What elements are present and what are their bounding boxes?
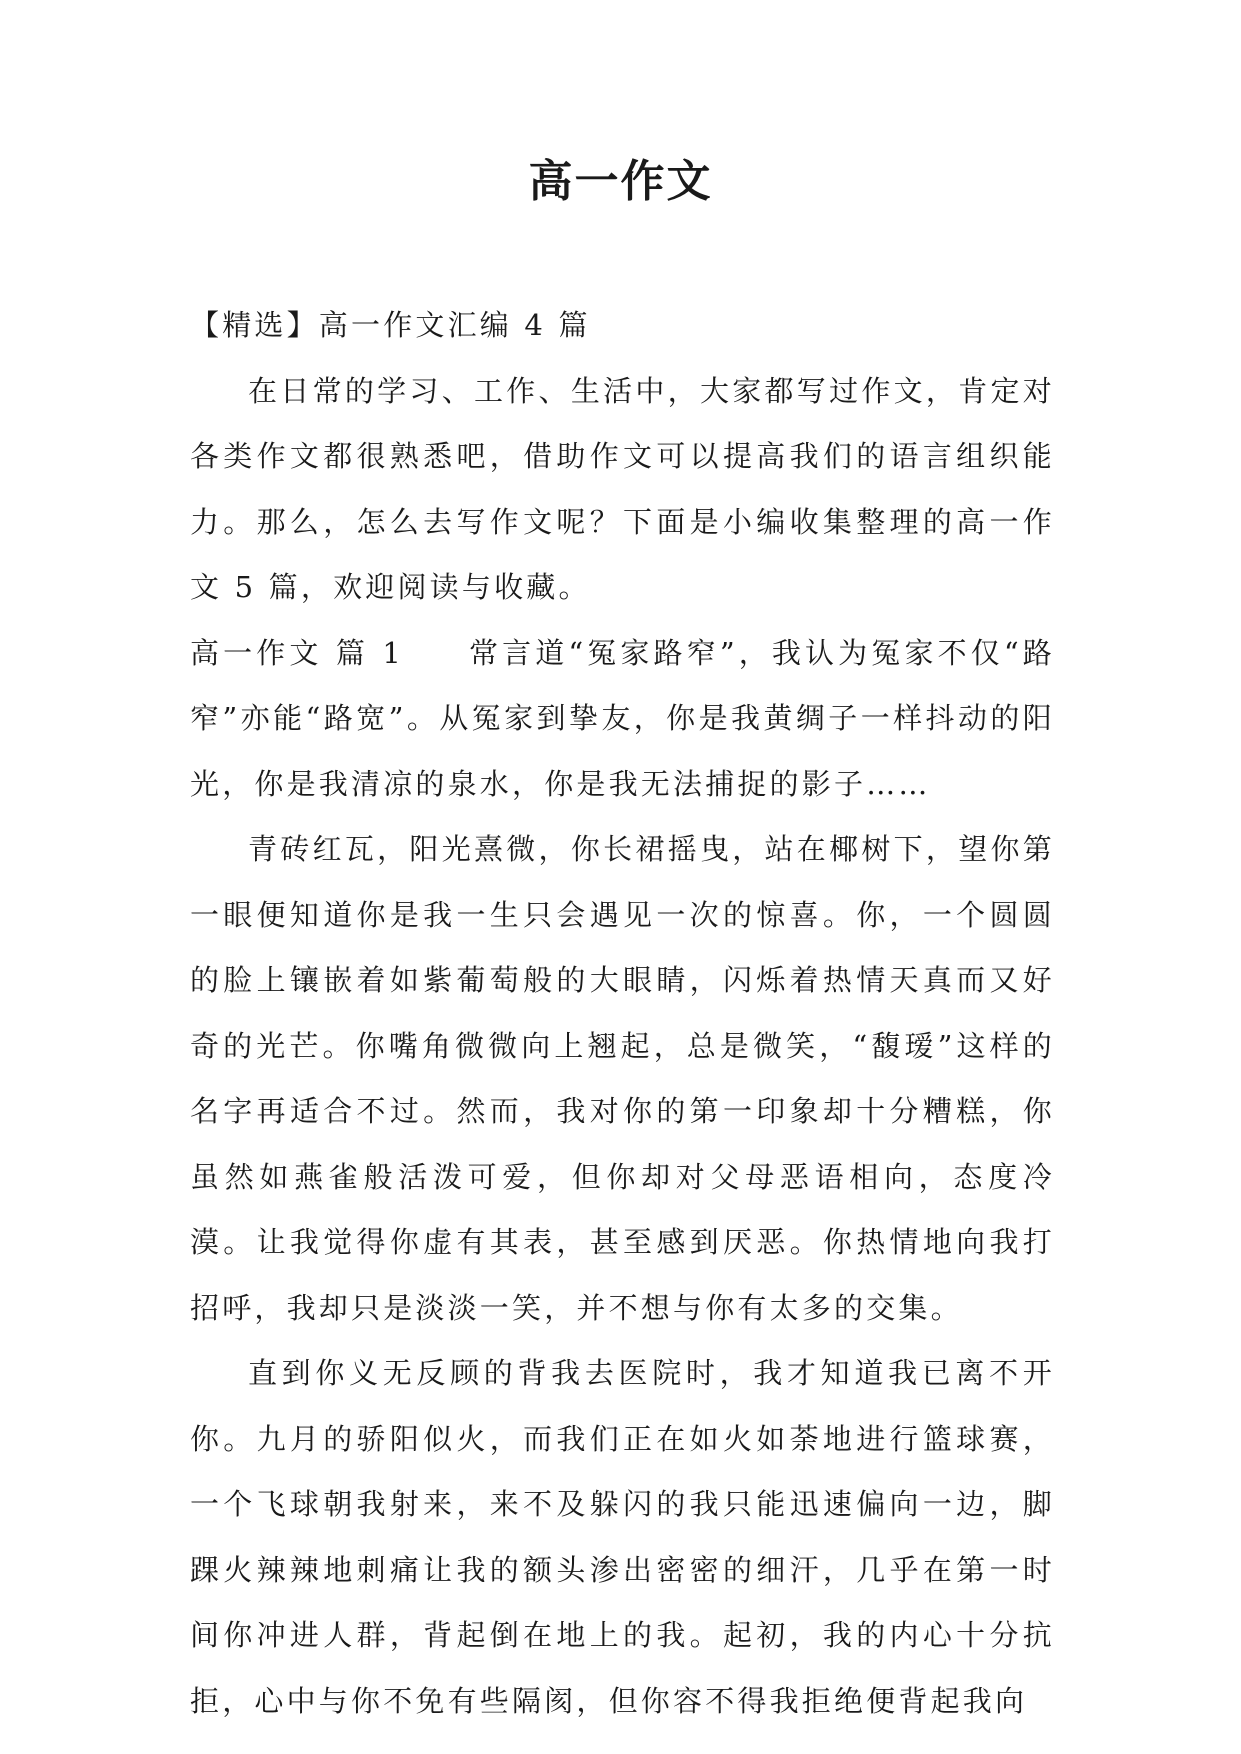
section-1-paragraph-2: 青砖红瓦，阳光熹微，你长裙摇曳，站在椰树下，望你第一眼便知道你是我一生只会遇见一次的惊喜。你，一个圆圆的脸上镶嵌着如紫葡萄般的大眼睛，闪烁着热情天真而又好奇的光芒。你嘴角微微向上翘起，总是微笑，“馥瑷”这样的名字再适合不过。然而，我对你的第一印象却十分糟糕，你虽然如燕雀般活泼可爱，但你却对父母恶语相向，态度冷漠。让我觉得你虚有其表，甚至感到厌恶。你热情地向我打招呼，我却只是淡淡一笑，并不想与你有太多的交集。: [190, 832, 1055, 1325]
section-1-heading: 高一作文 篇 1: [190, 635, 405, 670]
section-1-opening: [190, 621, 1055, 818]
document-title: 高一作文: [528, 156, 713, 207]
subtitle-line: 【精选】高一作文汇编 4 篇: [190, 308, 591, 342]
intro-paragraph: 在日常的学习、工作、生活中，大家都写过作文，肯定对各类作文都很熟悉吧，借助作文可以提高我们的语言组织能力。那么，怎么去写作文呢？下面是小编收集整理的高一作文 5 篇，欢迎阅读与收藏。: [190, 373, 1055, 604]
document-body: [190, 293, 1055, 1734]
section-1-paragraph-3: 直到你义无反顾的背我去医院时，我才知道我已离不开你。九月的骄阳似火，而我们正在如火如荼地进行篮球赛，一个飞球朝我射来，来不及躲闪的我只能迅速偏向一边，脚踝火辣辣地刺痛让我的额头渗出密密的细汗，几乎在第一时间你冲进人群，背起倒在地上的我。起初，我的内心十分抗拒，心中与你不免有些隔阂，但你容不得我拒绝便背起我向: [190, 1356, 1055, 1718]
section-1-paragraph-1: 常言道“冤家路窄”，我认为冤家不仅“路窄”亦能“路宽”。从冤家到挚友，你是我黄绸子一样抖动的阳光，你是我清凉的泉水，你是我无法捕捉的影子……: [190, 635, 1055, 801]
